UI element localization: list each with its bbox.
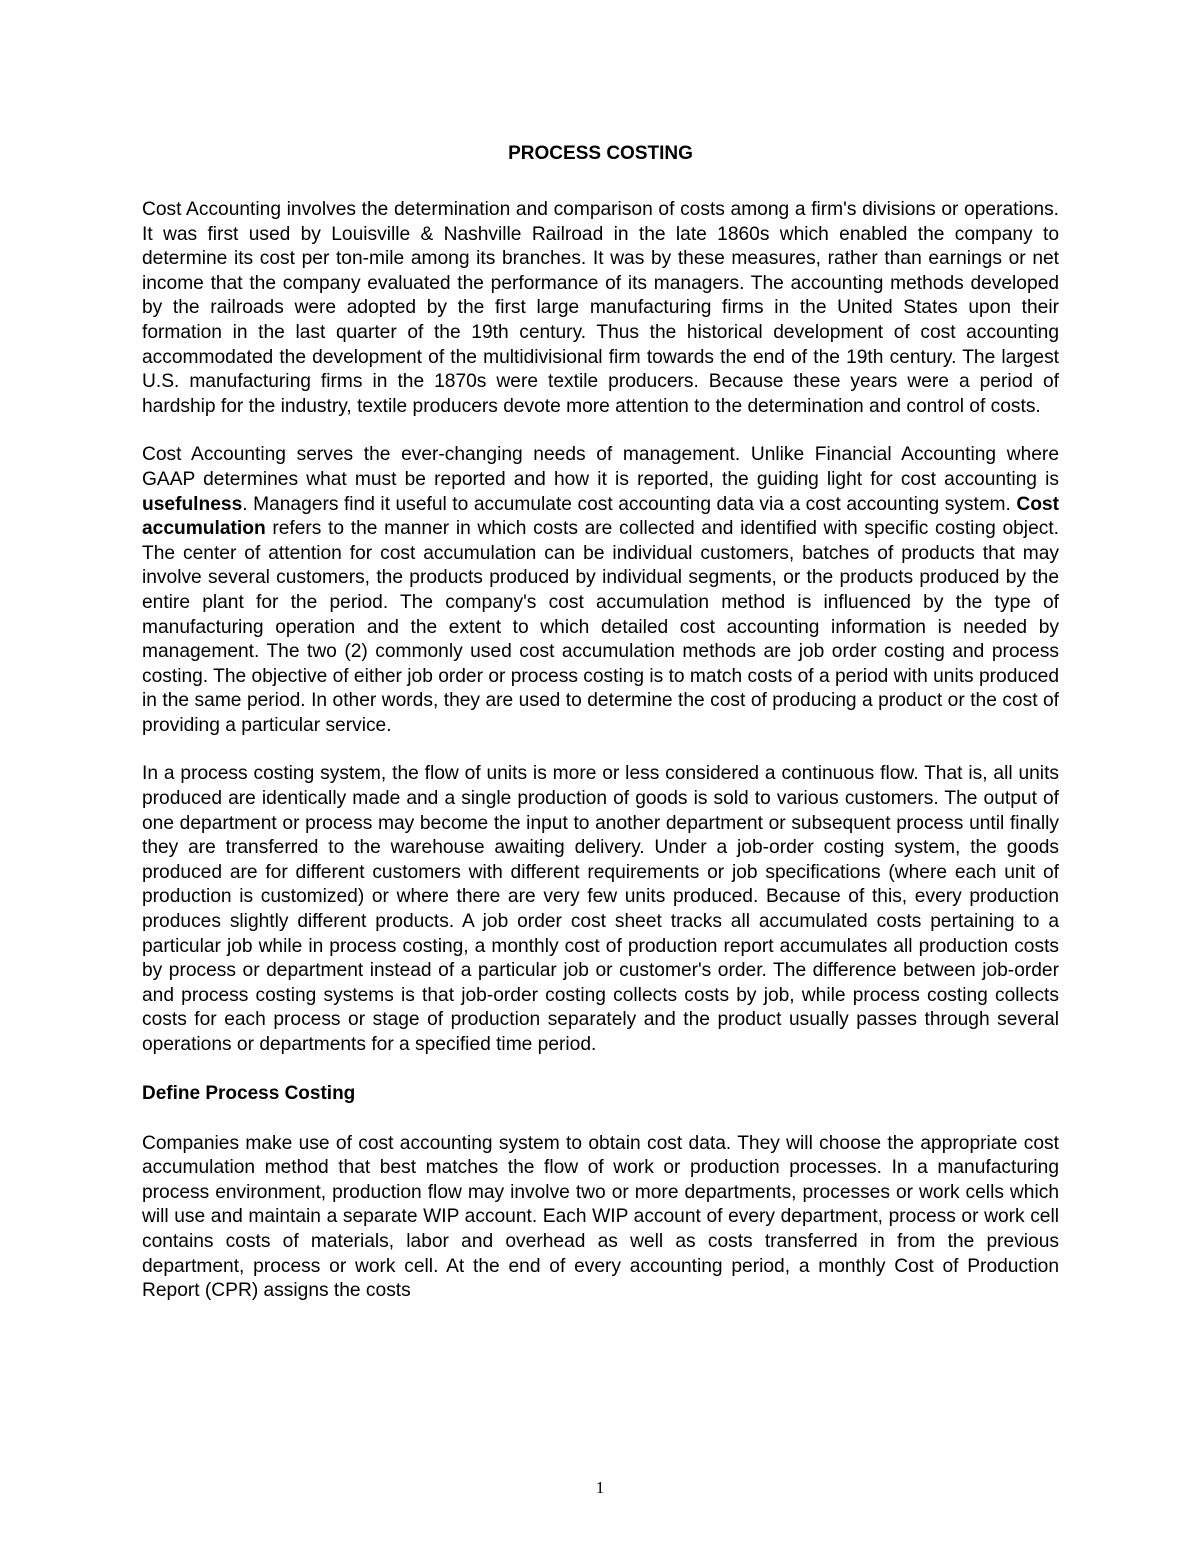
paragraph-text: refers to the manner in which costs are collected and identified with specific costing object. The center of attention for cost accumulation can be individual customers, batches of products that may involve several customers, the products produced by individual segments, or the products produced by the entire plant for the period. The company's cost accumulation method is influenced by the type of manufacturing operation and the extent to which detailed cost accounting information is needed by management. The two (2) commonly used cost accumulation methods are job order costing and process costing. The objective of either job order or process costing is to match costs of a period with units produced in the same period. In other words, they are used to determine the cost of producing a product or the cost of providing a particular service. [142, 518, 1059, 736]
document-body [142, 142, 1059, 1304]
paragraph-cost-accumulation [142, 443, 1059, 738]
paragraph-text: Cost Accounting serves the ever-changing needs of management. Unlike Financial Accounting where GAAP determines what must be reported and how it is reported, the guiding light for cost accounting is [142, 444, 1059, 490]
paragraph-process-vs-job-order: In a process costing system, the flow of units is more or less considered a continuous flow. That is, all units produced are identically made and a single production of goods is sold to various customers. The output of one department or process may become the input to another department or subsequent process until finally they are transferred to the warehouse awaiting delivery. Under a job-order costing system, the goods produced are for different customers with different requirements or job specifications (where each unit of production is customized) or where there are very few units produced. Because of this, every production produces slightly different products. A job order cost sheet tracks all accumulated costs pertaining to a particular job while in process costing, a monthly cost of production report accumulates all production costs by process or department instead of a particular job or customer's order. The difference between job-order and process costing systems is that job-order costing collects costs by job, while process costing collects costs for each process or stage of production separately and the product usually passes through several operations or departments for a specified time period. [142, 763, 1059, 1055]
document-title: PROCESS COSTING [508, 143, 693, 164]
section-heading: Define Process Costing [142, 1082, 356, 1104]
bold-term-cost-accumulation: Cost accumulation [142, 493, 1059, 540]
paragraph-define-process-costing: Companies make use of cost accounting system to obtain cost data. They will choose the appropriate cost accumulation method that best matches the flow of work or production processes. In a manufacturing process environment, production flow may involve two or more departments, processes or work cells which will use and maintain a separate WIP account. Each WIP account of every department, process or work cell contains costs of materials, labor and overhead as well as costs transferred in from the previous department, process or work cell. At the end of every accounting period, a monthly Cost of Production Report (CPR) assigns the costs [142, 1132, 1059, 1302]
page-number: 1 [595, 1478, 605, 1497]
bold-term-usefulness: usefulness [142, 493, 243, 515]
paragraph-text: . Managers find it useful to accumulate cost accounting data via a cost accounting system. [242, 493, 1017, 515]
paragraph-cost-accounting-history: Cost Accounting involves the determination and comparison of costs among a firm's divisions or operations. It was first used by Louisville & Nashville Railroad in the late 1860s which enabled the company to determine its cost per ton-mile among its branches. It was by these measures, rather than earnings or net income that the company evaluated the performance of its managers. The accounting methods developed by the railroads were adopted by the first large manufacturing firms in the United States upon their formation in the last quarter of the 19th century. Thus the historical development of cost accounting accommodated the development of the multidivisional firm towards the end of the 19th century. The largest U.S. manufacturing firms in the 1870s were textile producers. Because these years were a period of hardship for the industry, textile producers devote more attention to the determination and control of costs. [142, 199, 1059, 417]
